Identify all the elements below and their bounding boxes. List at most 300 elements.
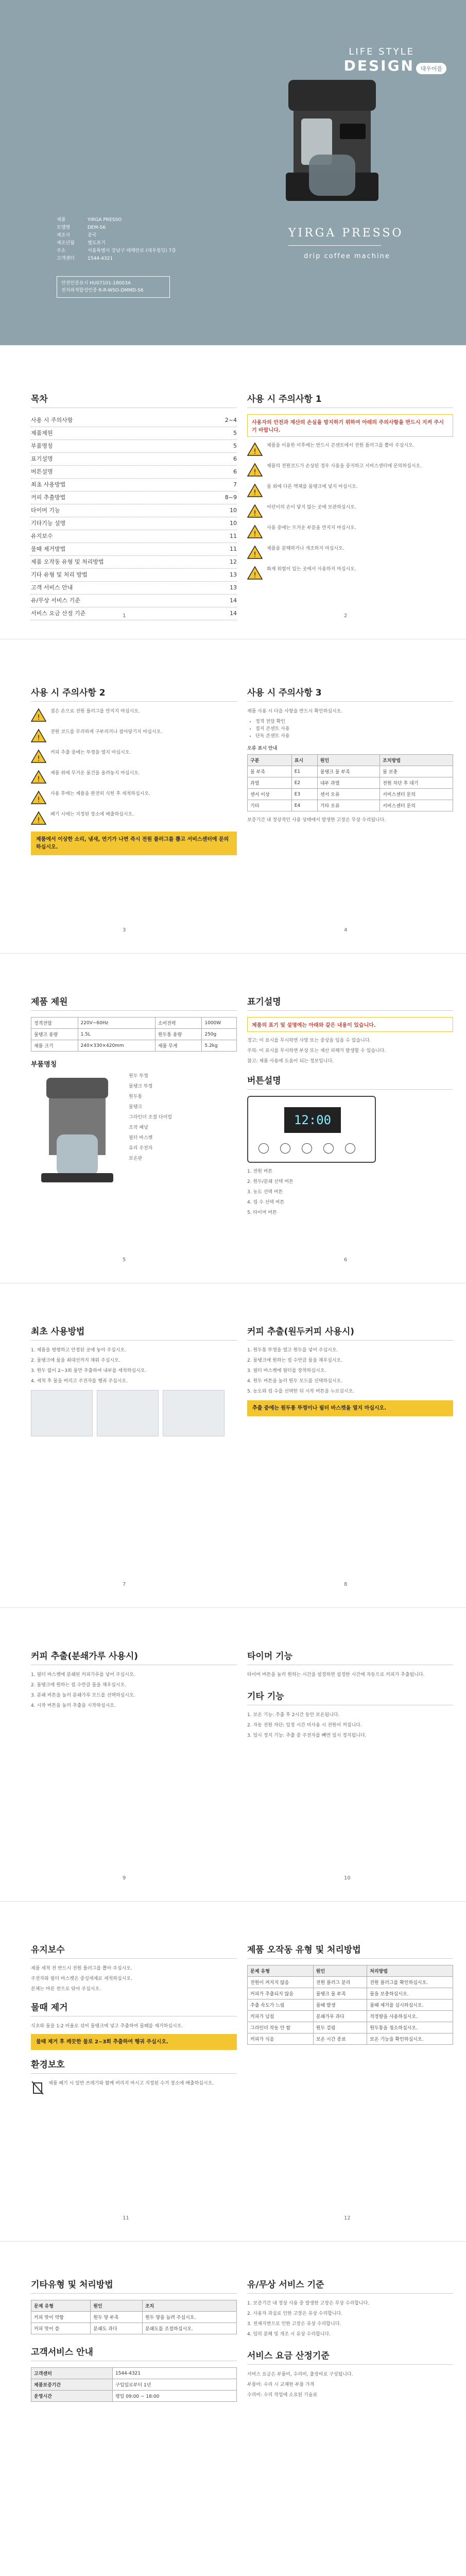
table-cell: 추출 속도가 느림 (248, 1999, 314, 2011)
svg-text:!: ! (253, 551, 256, 559)
table-header: 조치 (142, 2300, 236, 2312)
part-label: 물탱크 뚜껑 (129, 1084, 153, 1089)
table-row (248, 1988, 453, 1999)
toc-item[interactable] (31, 492, 237, 504)
table-row (248, 766, 453, 777)
table-cell: 커피 맛이 약함 (31, 2312, 91, 2323)
table-row (31, 2323, 237, 2334)
other-trouble-table (31, 2300, 237, 2334)
table-cell: 240×330×420mm (78, 1040, 155, 1052)
panel-button[interactable] (323, 1143, 334, 1154)
spec-key: 주소 (57, 248, 66, 253)
table-row (31, 1018, 237, 1029)
labels-header: 제품의 표기 및 설명에는 아래와 같은 내용이 있습니다. (247, 1017, 453, 1032)
page-number: 2 (344, 613, 348, 619)
table-cell: 커피 맛이 씀 (31, 2323, 91, 2334)
fee-list (247, 2371, 453, 2399)
warning-item (31, 811, 237, 825)
table-cell: 분쇄도를 조절하십시오. (142, 2323, 236, 2334)
spec-row (57, 247, 176, 255)
table-cell: 커피가 추출되지 않음 (248, 1988, 314, 1999)
spec-key: 제조년월 (57, 241, 75, 246)
toc-item[interactable] (31, 543, 237, 556)
part-label: 조작 패널 (129, 1125, 148, 1130)
safety2-alert: 제품에서 이상한 소리, 냄새, 연기가 나면 즉시 전원 플러그를 뽑고 서비스센터에 문의하십시오. (31, 832, 237, 855)
page-toc (31, 392, 237, 620)
toc-item[interactable] (31, 427, 237, 440)
table-cell: 센서 오류 (317, 789, 379, 800)
table-row (31, 1029, 237, 1040)
page-timer (247, 1649, 453, 1742)
table-cell: 정격전압 (31, 1018, 78, 1029)
text-line: 3. 천재지변으로 인한 고장은 유상 수리합니다. (247, 2321, 341, 2327)
part-label: 필터 바스켓 (129, 1136, 153, 1141)
page-number: 6 (344, 1257, 348, 1263)
toc-item[interactable] (31, 607, 237, 620)
spec-value: 중국 (88, 233, 97, 238)
toc-item-label: 최초 사용방법 (31, 481, 66, 488)
panel-button[interactable] (258, 1143, 269, 1154)
spec-row (57, 232, 176, 240)
spec-value: YIRGA PRESSO (88, 217, 122, 223)
text-line: 3. 필터 바스켓에 필터를 장착하십시오. (247, 1368, 326, 1374)
first-use-steps (31, 1347, 237, 1385)
table-cell: E1 (291, 766, 317, 777)
toc-item-page: 6 (233, 468, 237, 475)
warning-triangle-icon (247, 483, 263, 498)
toc-list (31, 414, 237, 620)
other-functions-list (247, 1711, 453, 1739)
buttons-title: 버튼설명 (247, 1073, 453, 1090)
step-photo (31, 1390, 93, 1436)
brew1-steps (247, 1347, 453, 1395)
panel-button[interactable] (280, 1143, 290, 1154)
svg-text:!: ! (253, 489, 256, 497)
toc-item-page: 6 (233, 455, 237, 462)
page-specs (31, 994, 237, 1186)
table-row (248, 800, 453, 811)
cs-value: 구입일로부터 1년 (112, 2379, 236, 2391)
warning-text: 폐기 시에는 지정된 장소에 배출하십시오. (50, 812, 134, 817)
maintenance-title: 유지보수 (31, 1942, 237, 1959)
text-line: 4. 세척 후 물을 버리고 주전자를 헹궈 주십시오. (31, 1379, 128, 1384)
warning-item (247, 545, 453, 560)
warning-triangle-icon (247, 545, 263, 560)
text-line: 5. 농도와 컵 수를 선택한 뒤 시작 버튼을 누르십시오. (247, 1389, 355, 1394)
part-label: 원두 뚜껑 (129, 1074, 148, 1079)
text-line: 2. 사용자 과실로 인한 고장은 유상 수리합니다. (247, 2311, 343, 2316)
toc-item[interactable] (31, 453, 237, 466)
text-line: 3. 일시 정지 기능: 추출 중 주전자를 빼면 일시 정지됩니다. (247, 1733, 367, 1738)
table-cell: 물탱크 물 부족 (317, 766, 379, 777)
page-number: 9 (123, 1875, 126, 1881)
toc-item-label: 표기설명 (31, 455, 53, 462)
text-line: 서비스 요금은 부품비, 수리비, 출장비로 구성됩니다. (247, 2372, 353, 2377)
warning-item (31, 790, 237, 805)
first-use-title: 최초 사용방법 (31, 1324, 237, 1341)
warning-triangle-icon (247, 463, 263, 477)
warning-text: 제품의 전원코드가 손상된 경우 사용을 중지하고 서비스센터에 문의하십시오. (267, 464, 422, 469)
page-other-trouble (31, 2277, 237, 2402)
page-number: 12 (344, 2215, 351, 2221)
spec-row (57, 240, 176, 247)
page-number: 10 (344, 1875, 351, 1881)
svg-text:!: ! (37, 796, 40, 804)
toc-item[interactable] (31, 414, 237, 427)
spec-key: 고객센터 (57, 256, 75, 261)
environment-title: 환경보호 (31, 2057, 237, 2074)
page-maintenance (31, 1942, 237, 2095)
text-line: 1. 보온 기능: 추출 후 2시간 동안 보온됩니다. (247, 1713, 340, 1718)
table-cell: 원두 양을 늘려 주십시오. (142, 2312, 236, 2323)
error-table (247, 754, 453, 811)
certification-box (57, 276, 170, 298)
page-number: 1 (123, 613, 126, 619)
part-label: 물탱크 (129, 1105, 143, 1110)
cover-spec-list (57, 216, 176, 263)
text-line: 부품비: 수리 시 교체한 부품 가격 (247, 2382, 315, 2387)
table-header: 원인 (313, 1965, 367, 1977)
text-line: 4. 원두 버튼을 눌러 원두 모드를 선택하십시오. (247, 1379, 343, 1384)
spec-key: 제조사 (57, 233, 71, 238)
toc-item-label: 제품 오작동 유형 및 처리방법 (31, 558, 104, 565)
timer-text: 타이머 버튼을 눌러 원하는 시간을 설정하면 설정한 시간에 자동으로 커피가 추출됩니다. (247, 1672, 425, 1677)
toc-item[interactable] (31, 569, 237, 582)
text-line: 4. 컵 수 선택 버튼 (247, 1200, 285, 1205)
svg-text:!: ! (37, 817, 40, 825)
table-cell: 기타 (248, 800, 292, 811)
text-line: 주의: 이 표시를 무시하면 부상 또는 재산 피해가 발생할 수 있습니다. (247, 1048, 386, 1054)
toc-item[interactable] (31, 556, 237, 569)
toc-item-label: 사용 시 주의사항 (31, 417, 73, 423)
table-row (31, 2312, 237, 2323)
toc-item-page: 13 (230, 571, 237, 578)
coffee-machine-illustration (278, 77, 386, 206)
warning-triangle-icon (31, 708, 46, 722)
toc-item-label: 제품제원 (31, 430, 53, 436)
table-header: 원인 (317, 755, 379, 766)
warning-triangle-icon (31, 728, 46, 743)
spec-value: 서울특별시 강남구 테헤란로 (대우빌딩) 7층 (88, 248, 176, 253)
brand-line-2: DESIGN (343, 57, 415, 74)
safety3-bullets (255, 718, 453, 740)
text-line: 1. 제품을 평평하고 안정된 곳에 놓아 주십시오. (31, 1348, 127, 1353)
toc-item-page: 10 (230, 507, 237, 514)
parts-list (129, 1073, 172, 1186)
table-cell: 서비스센터 문의 (380, 800, 453, 811)
warning-item (247, 504, 453, 518)
table-cell: E4 (291, 800, 317, 811)
svg-text:!: ! (37, 775, 40, 784)
toc-item-page: 10 (230, 520, 237, 527)
bullet-item: • 정격 전압 확인 (255, 718, 453, 725)
page-number: 7 (123, 1582, 126, 1587)
toc-item-label: 버튼설명 (31, 468, 53, 475)
table-row (248, 1999, 453, 2011)
text-line: 참고: 제품 사용에 도움이 되는 정보입니다. (247, 1059, 334, 1064)
warning-triangle-icon (31, 811, 46, 825)
page-number: 4 (344, 927, 348, 933)
trouble-table (247, 1965, 453, 2045)
page-first-use (31, 1324, 237, 1436)
panel-button[interactable] (345, 1143, 355, 1154)
part-label: 보온판 (129, 1156, 143, 1161)
toc-item-label: 유지보수 (31, 533, 53, 539)
warning-text: 어린이의 손이 닿지 않는 곳에 보관하십시오. (267, 505, 356, 510)
text-line: 본체는 마른 천으로 닦아 주십시오. (31, 1987, 101, 1992)
table-cell: 원두통을 청소하십시오. (367, 2022, 453, 2033)
text-line: 1. 필터 바스켓에 분쇄된 커피가루를 넣어 주십시오. (31, 1672, 135, 1677)
page-service (247, 2277, 453, 2402)
svg-text:!: ! (37, 755, 40, 763)
text-line: 2. 원두/분쇄 선택 버튼 (247, 1179, 294, 1184)
warning-item (247, 483, 453, 498)
spec-row (57, 216, 176, 224)
table-row (248, 2011, 453, 2022)
toc-item[interactable] (31, 440, 237, 453)
service-title: 유/무상 서비스 기준 (247, 2277, 453, 2294)
toc-item-label: 유/무상 서비스 기준 (31, 597, 80, 604)
warning-triangle-icon (31, 790, 46, 805)
toc-item-page: 11 (230, 533, 237, 539)
part-label: 원두통 (129, 1094, 143, 1099)
text-line: 4. 시작 버튼을 눌러 추출을 시작하십시오. (31, 1703, 116, 1708)
toc-item[interactable] (31, 582, 237, 595)
page-safety-2 (31, 685, 237, 855)
cs-key: 운영시간 (31, 2391, 113, 2402)
cert-line-2: 전자파적합성인증 R-R-WSO-DMMD-S6 (61, 288, 144, 293)
parts-title: 부품명칭 (31, 1061, 57, 1069)
table-cell: 전원 차단 후 대기 (380, 777, 453, 789)
warning-triangle-icon (247, 566, 263, 580)
table-header: 표시 (291, 755, 317, 766)
table-row (248, 2022, 453, 2033)
page-number: 11 (123, 2215, 129, 2221)
brew1-title: 커피 추출(원두커피 사용시) (247, 1324, 453, 1341)
warning-triangle-icon (247, 504, 263, 518)
table-cell: 5.2kg (202, 1040, 237, 1052)
environment-text: 제품 폐기 시 일반 쓰레기와 함께 버리지 마시고 지정된 수거 장소에 배출하십시오. (48, 2081, 214, 2086)
table-cell: 센서 이상 (248, 789, 292, 800)
warning-text: 화재 위험이 있는 곳에서 사용하지 마십시오. (267, 567, 356, 572)
text-line: 5. 타이머 버튼 (247, 1210, 277, 1215)
svg-text:!: ! (37, 734, 40, 742)
safety2-list (31, 708, 237, 825)
cs-value: 평일 09:00 ~ 18:00 (112, 2391, 236, 2402)
cs-value: 1544-4321 (112, 2368, 236, 2379)
text-line: 주전자와 필터 바스켓은 중성세제로 세척하십시오. (31, 1976, 132, 1981)
cs-key: 제품보증기간 (31, 2379, 113, 2391)
table-cell: 전원이 켜지지 않음 (248, 1977, 314, 1988)
table-row (248, 2033, 453, 2045)
toc-item-label: 부품명칭 (31, 443, 53, 449)
toc-item-page: 5 (233, 430, 237, 436)
brew2-title: 커피 추출(분쇄가루 사용시) (31, 1649, 237, 1665)
toc-item-page: 14 (230, 610, 237, 617)
table-cell: 적정량을 사용하십시오. (367, 2011, 453, 2022)
warning-item (31, 770, 237, 784)
toc-item[interactable] (31, 595, 237, 607)
toc-item[interactable] (31, 504, 237, 517)
text-line: 수리비: 수리 작업에 소요된 기술료 (247, 2393, 318, 2398)
page-labels (247, 994, 453, 1219)
toc-item[interactable] (31, 479, 237, 492)
text-line: 2. 물탱크에 원하는 컵 수만큼 물을 채우십시오. (247, 1358, 343, 1363)
table-cell: 커피가 식음 (248, 2033, 314, 2045)
text-line: 3. 분쇄 버튼을 눌러 분쇄가루 모드를 선택하십시오. (31, 1693, 135, 1698)
descale-title: 물때 제거 (31, 2000, 237, 2016)
part-label: 유리 주전자 (129, 1146, 153, 1151)
warning-triangle-icon (247, 524, 263, 539)
text-line: 2. 물탱크에 원하는 컵 수만큼 물을 채우십시오. (31, 1683, 127, 1688)
safety3-title: 사용 시 주의사항 3 (247, 685, 453, 702)
page-divider (0, 953, 466, 954)
table-cell: 과열 (248, 777, 292, 789)
table-cell: 전원 플러그를 확인하십시오. (367, 1977, 453, 1988)
trouble-title: 제품 오작동 유형 및 처리방법 (247, 1942, 453, 1959)
toc-item-label: 서비스 요금 산정 기준 (31, 610, 86, 617)
page-number: 3 (123, 927, 126, 933)
toc-item-page: 11 (230, 546, 237, 552)
table-cell: 원두 걸림 (313, 2022, 367, 2033)
warning-text: 사용 후에는 제품을 완전히 식힌 후 세척하십시오. (50, 791, 150, 796)
text-line: 4. 임의 분해 및 개조 시 유상 수리합니다. (247, 2332, 331, 2337)
table-header: 문제 유형 (31, 2300, 91, 2312)
table-header: 조치방법 (380, 755, 453, 766)
table-cell: 220V~60Hz (78, 1018, 155, 1029)
cs-key: 고객센터 (31, 2368, 113, 2379)
table-cell: 그라인더 작동 안 함 (248, 2022, 314, 2033)
table-cell: 보온 기능을 확인하십시오. (367, 2033, 453, 2045)
safety3-intro: 제품 사용 시 다음 사항을 반드시 확인하십시오. (247, 709, 343, 714)
table-cell: 물탱크 용량 (31, 1029, 78, 1040)
table-cell: 원두통 용량 (155, 1029, 202, 1040)
safety1-list (247, 442, 453, 580)
model-underline (288, 245, 381, 246)
customer-service-table (31, 2367, 237, 2402)
timer-title: 타이머 기능 (247, 1649, 453, 1665)
spec-row (57, 255, 176, 263)
text-line: 2. 물탱크에 물을 최대선까지 채워 주십시오. (31, 1358, 120, 1363)
svg-text:!: ! (253, 468, 256, 477)
descale-text: 식초와 물을 1:2 비율로 섞어 물탱크에 넣고 추출하여 물때를 제거하십시오. (31, 2024, 183, 2029)
svg-text:!: ! (253, 530, 256, 538)
warning-text: 제품을 분해하거나 개조하지 마십시오. (267, 546, 344, 551)
warning-item (247, 524, 453, 539)
brew1-warning: 추출 중에는 원두통 뚜껑이나 필터 바스켓을 열지 마십시오. (247, 1400, 453, 1416)
table-cell: 보온 시간 종료 (313, 2033, 367, 2045)
table-cell: 원두 양 부족 (91, 2312, 143, 2323)
brand-logo (343, 46, 442, 74)
toc-item[interactable] (31, 466, 237, 479)
table-header: 원인 (91, 2300, 143, 2312)
warning-item (247, 442, 453, 456)
safety2-title: 사용 시 주의사항 2 (31, 685, 237, 702)
specs-title: 제품 제원 (31, 994, 237, 1011)
svg-text:!: ! (253, 510, 256, 518)
toc-item-page: 12 (230, 558, 237, 565)
text-line: 1. 전원 버튼 (247, 1169, 273, 1174)
table-cell: 250g (202, 1029, 237, 1040)
safety1-header: 사용자의 안전과 재산의 손실을 방지하기 위하여 아래의 주의사항을 반드시 지켜 주시기 바랍니다. (247, 414, 453, 437)
warning-item (31, 708, 237, 722)
table-cell: 물때 발생 (313, 1999, 367, 2011)
other-functions-title: 기타 기능 (247, 1689, 453, 1705)
other-trouble-title: 기타유형 및 처리방법 (31, 2277, 237, 2294)
brand-line-1: LIFE STYLE (349, 46, 415, 57)
warning-text: 제품을 이용한 이후에는 반드시 콘센트에서 전원 플러그를 뽑아 주십시오. (267, 443, 415, 448)
toc-item-label: 물때 제거방법 (31, 546, 66, 552)
toc-item[interactable] (31, 530, 237, 543)
table-header: 문제 유형 (248, 1965, 314, 1977)
spec-key: 제품 (57, 217, 66, 223)
labels-list (247, 1037, 453, 1065)
error-table-caption: 오류 표시 안내 (247, 746, 278, 751)
spec-key: 모델명 (57, 225, 71, 230)
labels-title: 표기설명 (247, 994, 453, 1011)
page-number: 8 (344, 1582, 348, 1587)
page-safety-3 (247, 685, 453, 824)
table-cell: 제품 무게 (155, 1040, 202, 1052)
maintenance-list (31, 1965, 237, 1993)
table-cell: 물탱크 물 부족 (313, 1988, 367, 1999)
panel-button[interactable] (302, 1143, 312, 1154)
table-row (31, 2391, 237, 2402)
toc-item-label: 타이머 기능 (31, 507, 60, 514)
warning-text: 커피 추출 중에는 뚜껑을 열지 마십시오. (50, 750, 131, 755)
bullet-item: • 단독 콘센트 사용 (255, 733, 453, 740)
table-cell: 분쇄도 과다 (91, 2323, 143, 2334)
text-line: 2. 자동 전원 차단: 일정 시간 미사용 시 전원이 꺼집니다. (247, 1723, 362, 1728)
button-notes (247, 1168, 453, 1216)
model-subtitle: drip coffee machine (304, 252, 390, 260)
panel-display: 12:00 (284, 1107, 341, 1133)
svg-text:!: ! (253, 571, 256, 580)
step-photo (163, 1390, 225, 1436)
page-brew-beans (247, 1324, 453, 1416)
warning-triangle-icon (31, 749, 46, 764)
table-row (31, 2379, 237, 2391)
warning-item (31, 749, 237, 764)
specs-table (31, 1017, 237, 1052)
table-cell: 기타 오류 (317, 800, 379, 811)
warning-text: 제품 위에 무거운 물건을 올려놓지 마십시오. (50, 771, 140, 776)
toc-item[interactable] (31, 517, 237, 530)
toc-item-page: 13 (230, 584, 237, 591)
warning-triangle-icon (31, 770, 46, 784)
page-troubleshooting (247, 1942, 453, 2045)
page-brew-ground (31, 1649, 237, 1713)
page-safety-1 (247, 392, 453, 586)
cover (0, 0, 466, 345)
spec-value: DEM-S6 (88, 225, 106, 230)
warning-text: 젖은 손으로 전원 플러그를 만지지 마십시오. (50, 709, 140, 714)
warning-text: 물 외에 다른 액체를 물탱크에 넣지 마십시오. (267, 484, 358, 489)
brew2-steps (31, 1671, 237, 1709)
toc-title: 목차 (31, 392, 237, 408)
page-divider (0, 1607, 466, 1608)
table-cell: 전원 플러그 분리 (313, 1977, 367, 1988)
page-divider (0, 2241, 466, 2242)
text-line: 1. 원두통 뚜껑을 열고 원두를 넣어 주십시오. (247, 1348, 338, 1353)
spec-value: 별도표기 (88, 241, 106, 246)
warning-item (247, 566, 453, 580)
table-cell: 물때 제거를 실시하십시오. (367, 1999, 453, 2011)
toc-item-label: 고객 서비스 안내 (31, 584, 73, 591)
table-cell: 1.5L (78, 1029, 155, 1040)
spec-value: 1544-4321 (88, 256, 113, 261)
text-line: 제품 세척 전 반드시 전원 플러그를 뽑아 주십시오. (31, 1966, 132, 1971)
